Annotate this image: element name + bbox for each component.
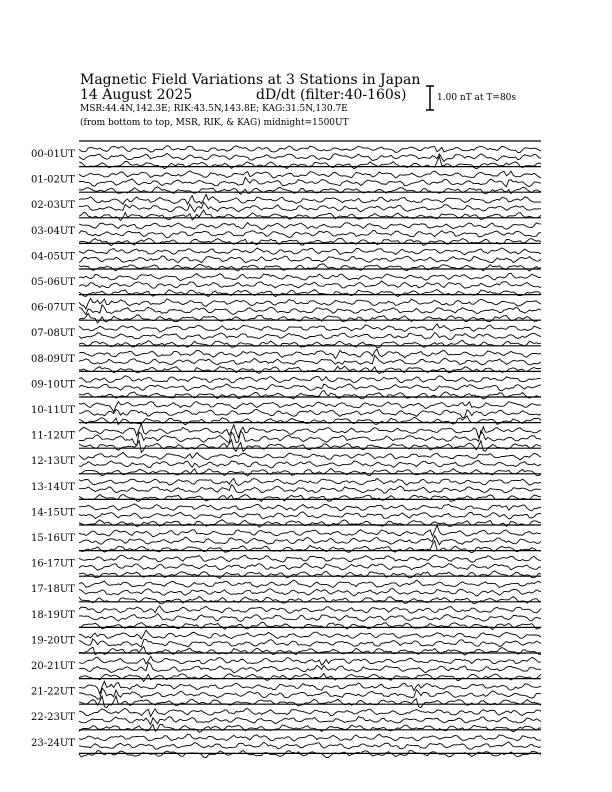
hour-label: 08-09UT (31, 353, 75, 365)
hour-label: 21-22UT (31, 686, 75, 698)
trace-RIK (79, 281, 541, 288)
trace-KAG (79, 248, 541, 255)
trace-RIK (79, 256, 541, 263)
trace-MSR (79, 238, 541, 245)
trace-MSR (79, 416, 541, 425)
hour-row-04-05UT (31, 243, 541, 271)
trace-RIK (79, 355, 541, 365)
trace-MSR (79, 468, 541, 475)
hour-row-17-18UT (31, 576, 541, 604)
trace-KAG (79, 555, 541, 562)
hour-row-09-10UT (31, 371, 541, 399)
trace-MSR (79, 313, 541, 323)
hour-label: 11-12UT (31, 430, 75, 442)
trace-RIK (79, 177, 541, 187)
hour-label: 03-04UT (31, 225, 75, 237)
trace-MSR (79, 210, 541, 221)
hour-row-01-02UT (31, 167, 541, 195)
trace-MSR (79, 290, 541, 297)
trace-RIK (79, 512, 541, 519)
trace-KAG (79, 273, 541, 281)
trace-KAG (79, 171, 541, 178)
trace-KAG (79, 606, 541, 613)
trace-RIK (79, 332, 541, 339)
trace-MSR (79, 520, 541, 528)
hour-rows (31, 141, 541, 758)
trace-RIK (79, 589, 541, 597)
station-coordinates: MSR:44.4N,142.3E; RIK:43.5N,143.8E; KAG:31.5N,130.7E (80, 104, 348, 114)
trace-MSR (79, 596, 541, 604)
hour-row-10-11UT (31, 397, 541, 425)
hour-row-03-04UT (31, 218, 541, 246)
trace-MSR (79, 696, 541, 708)
trace-KAG (79, 376, 541, 383)
trace-MSR (79, 390, 541, 399)
trace-MSR (79, 623, 541, 630)
trace-KAG (79, 452, 541, 460)
scale-bar-label: 1.00 nT at T=80s (437, 93, 517, 103)
trace-RIK (79, 409, 541, 418)
hour-label: 06-07UT (31, 302, 75, 314)
hour-row-22-23UT (31, 704, 541, 732)
hour-row-06-07UT (31, 295, 541, 323)
hour-label: 22-23UT (31, 712, 75, 724)
hour-label: 13-14UT (31, 481, 75, 493)
trace-MSR (79, 673, 541, 681)
hour-label: 04-05UT (31, 251, 75, 263)
trace-RIK (79, 485, 541, 494)
trace-KAG (79, 194, 541, 204)
trace-KAG (79, 424, 541, 438)
hour-row-08-09UT (31, 346, 541, 374)
trace-MSR (79, 366, 541, 373)
hour-row-18-19UT (31, 602, 541, 630)
trace-MSR (79, 264, 541, 271)
trace-KAG (79, 681, 541, 693)
trace-KAG (79, 630, 541, 639)
trace-RIK (79, 742, 541, 749)
station-order-note: (from bottom to top, MSR, RIK, & KAG) midnight=1500UT (80, 118, 349, 128)
hour-row-14-15UT (31, 499, 541, 527)
hour-row-16-17UT (31, 551, 541, 579)
trace-MSR (79, 724, 541, 732)
hour-label: 10-11UT (31, 405, 75, 416)
trace-RIK (79, 536, 541, 545)
filter-label: dD/dt (filter:40-160s) (256, 87, 407, 103)
trace-MSR (79, 494, 541, 501)
trace-MSR (79, 187, 541, 194)
trace-KAG (79, 324, 541, 332)
trace-MSR (79, 571, 541, 578)
trace-RIK (79, 563, 541, 570)
hour-row-12-13UT (31, 448, 541, 476)
hour-row-07-08UT (31, 320, 541, 348)
trace-KAG (79, 734, 541, 741)
hour-row-19-20UT (31, 627, 541, 655)
hour-row-15-16UT (31, 525, 541, 553)
hour-row-13-14UT (31, 474, 541, 502)
trace-RIK (79, 202, 541, 212)
trace-RIK (79, 688, 541, 699)
hour-label: 16-17UT (31, 558, 75, 570)
hour-row-21-22UT (31, 679, 541, 708)
trace-RIK (79, 431, 541, 446)
trace-RIK (79, 461, 541, 469)
trace-KAG (79, 223, 541, 230)
hour-label: 05-06UT (31, 277, 75, 288)
trace-KAG (79, 580, 541, 587)
hour-row-20-21UT (31, 653, 541, 682)
scale-bar (426, 86, 434, 110)
chart-title: Magnetic Field Variations at 3 Stations in Japan (80, 72, 421, 88)
hour-label: 20-21UT (31, 661, 75, 672)
hour-label: 18-19UT (31, 609, 75, 621)
trace-RIK (79, 613, 541, 621)
trace-RIK (79, 639, 541, 647)
trace-RIK (79, 717, 541, 725)
hour-label: 12-13UT (31, 456, 75, 468)
trace-KAG (79, 478, 541, 485)
trace-RIK (79, 153, 541, 161)
trace-RIK (79, 230, 541, 238)
hour-label: 15-16UT (31, 533, 75, 544)
hour-label: 23-24UT (31, 737, 75, 749)
hour-label: 17-18UT (31, 584, 75, 596)
trace-KAG (79, 708, 541, 716)
trace-RIK (79, 384, 541, 391)
trace-MSR (79, 440, 541, 453)
trace-MSR (79, 340, 541, 348)
hour-label: 02-03UT (31, 200, 75, 212)
trace-KAG (79, 146, 541, 153)
trace-KAG (79, 504, 541, 511)
hour-label: 19-20UT (31, 635, 75, 647)
trace-MSR (79, 647, 541, 656)
hour-label: 09-10UT (31, 379, 75, 391)
hour-row-00-01UT (31, 141, 541, 169)
trace-KAG (79, 525, 541, 536)
hour-label: 01-02UT (31, 174, 75, 186)
hour-row-02-03UT (31, 192, 541, 220)
hour-label: 00-01UT (31, 149, 75, 160)
hour-row-05-06UT (31, 269, 541, 297)
hour-label: 14-15UT (31, 507, 75, 519)
chart-date: 14 August 2025 (80, 87, 193, 103)
hour-label: 07-08UT (31, 328, 75, 340)
trace-RIK (79, 305, 541, 315)
trace-KAG (79, 349, 541, 359)
